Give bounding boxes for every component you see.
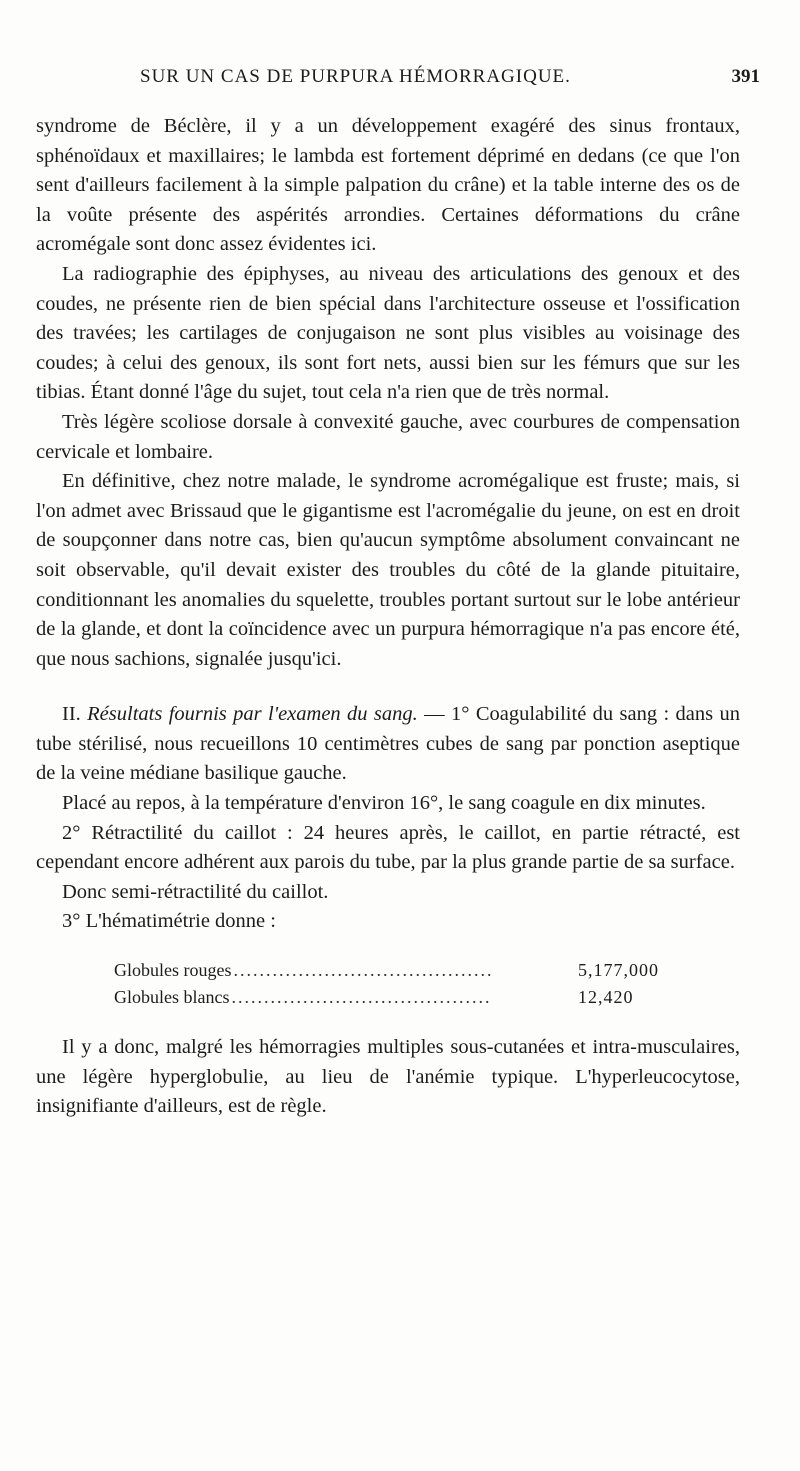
blood-count-table — [114, 957, 674, 1011]
paragraph-9: 3° L'hématimétrie donne : — [62, 910, 276, 933]
paragraph-8: Donc semi-rétractilité du caillot. — [62, 880, 329, 903]
table-row — [114, 984, 674, 1011]
dot-leader: ........................................ — [231, 987, 492, 1008]
section-heading: Résultats fournis par l'examen du sang. — [87, 703, 418, 726]
page-header — [140, 66, 760, 96]
paragraph-4: En définitive, chez notre malade, le syndrome acromégalique est fruste; mais, si l'on admet avec Brissaud que le gigantisme est l'acromégalie du jeune, on est en droit de soupçonner dans notre cas, bien qu'aucun symptôme absolument convaincant ne soit observable, qu'il devait exister des troubles du côté de la glande pituitaire, conditionnant les anomalies du squelette, troubles portant surtout sur le lobe antérieur de la glande, et dont la coïncidence avec un purpura hémorragique n'a pas encore été, que nous sachions, signalée jusqu'ici. — [36, 470, 740, 670]
running-title: SUR UN CAS DE PURPURA HÉMORRAGIQUE. — [140, 66, 571, 87]
section-ii-text: — 1° Coagulabilité du sang : dans un tube stérilisé, nous recueillons 10 centimètres cubes de sang par ponction aseptique de la veine médiane basilique gauche. — [36, 703, 740, 785]
paragraph-3: Très légère scoliose dorsale à convexité gauche, avec courbures de compensation cervicale et lombaire. — [36, 410, 740, 463]
red-cells-value: 5,177,000 — [578, 960, 659, 981]
paragraph-1: syndrome de Béclère, il y a un développement exagéré des sinus frontaux, sphénoïdaux et maxillaires; le lambda est fortement déprimé en dedans (ce que l'on sent d'ailleurs facilement à la simple palpation du crâne) et la table interne des os de la voûte présente des aspérités arrondies. Certaines déformations du crâne acromégale sont donc assez évidentes ici. — [36, 115, 740, 256]
dot-leader: ........................................ — [233, 960, 494, 981]
paragraph-7: 2° Rétractilité du caillot : 24 heures après, le caillot, en partie rétracté, est cependant encore adhérent aux parois du tube, par la plus grande partie de sa surface. — [36, 821, 740, 874]
body-text — [36, 112, 740, 1122]
red-cells-label: Globules rouges — [114, 960, 232, 981]
paragraph-6: Placé au repos, à la température d'environ 16°, le sang coagule en dix minutes. — [62, 792, 706, 815]
white-cells-label: Globules blancs — [114, 987, 230, 1008]
section-gap — [36, 674, 740, 700]
paragraph-2: La radiographie des épiphyses, au niveau des articulations des genoux et des coudes, ne présente rien de bien spécial dans l'architecture osseuse et l'ossification des travées; les cartilages de conjugaison ne sont plus visibles au voisinage des coudes; à celui des genoux, ils sont fort nets, aussi bien sur les fémurs que sur les tibias. Étant donné l'âge du sujet, tout cela n'a rien que de très normal. — [36, 262, 740, 404]
section-numeral: II. — [62, 703, 81, 726]
paragraph-10: Il y a donc, malgré les hémorragies multiples sous-cutanées et intra-musculaires, une légère hyperglobulie, au lieu de l'anémie typique. L'hyperleucocytose, insignifiante d'ailleurs, est de règle. — [36, 1036, 740, 1118]
table-row — [114, 957, 674, 984]
section-ii-paragraph — [36, 700, 740, 789]
page-number: 391 — [731, 66, 760, 87]
white-cells-value: 12,420 — [578, 987, 634, 1008]
